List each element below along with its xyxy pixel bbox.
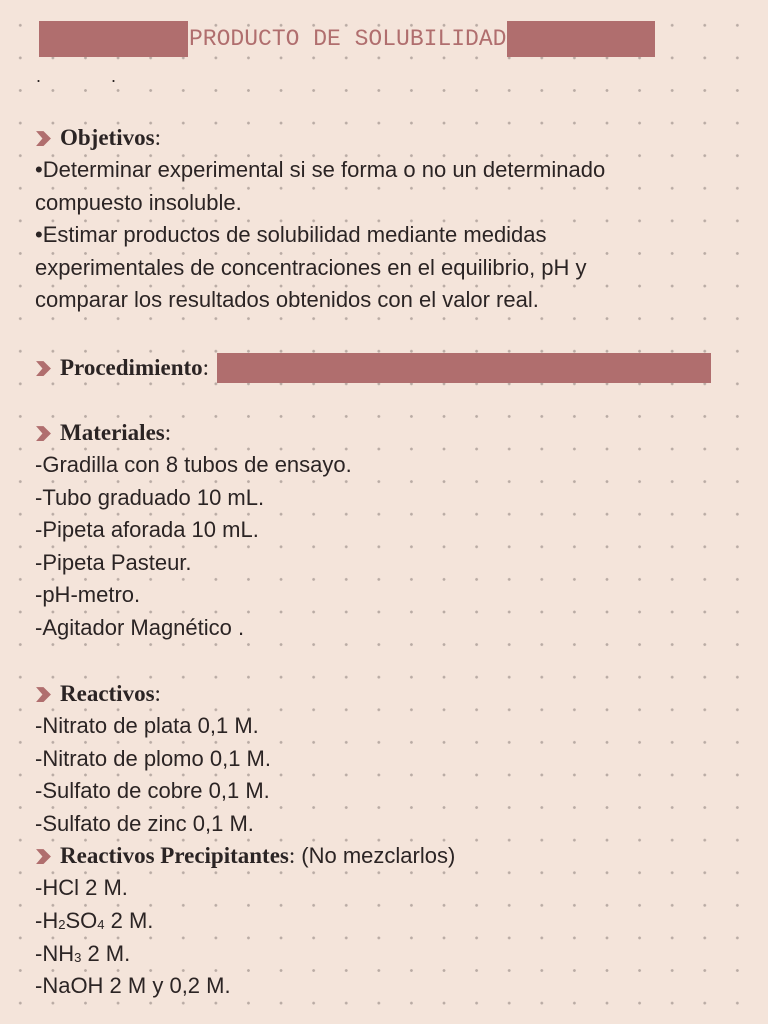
heading-reactivos xyxy=(35,678,738,710)
section-procedimiento xyxy=(35,352,738,384)
section-objetivos xyxy=(35,122,738,317)
formula-subscript: 3 xyxy=(74,949,82,965)
section-reactivos xyxy=(35,678,738,1003)
stray-marks: . . xyxy=(36,66,117,86)
precipitante-item: -HCl 2 M. xyxy=(35,875,128,901)
material-item: -Pipeta Pasteur. xyxy=(35,549,192,575)
arrow-bullet-icon xyxy=(35,130,52,147)
title-decoration-left xyxy=(39,21,188,57)
formula-part: 2 M. xyxy=(81,940,131,966)
reactivo-item: -Nitrato de plata 0,1 M. xyxy=(35,713,259,738)
objetivo-line: experimentales de concentraciones en el equilibrio, pH y xyxy=(35,254,587,280)
heading-note: (No mezclarlos) xyxy=(301,843,456,869)
arrow-bullet-icon xyxy=(35,425,52,442)
arrow-bullet-icon xyxy=(35,360,52,377)
formula-part: -H xyxy=(35,907,59,933)
reactivo-item: -Sulfato de cobre 0,1 M. xyxy=(35,778,270,804)
material-item: -Agitador Magnético . xyxy=(35,614,245,640)
formula-part: 2 M. xyxy=(104,907,154,933)
heading-materiales xyxy=(35,417,738,449)
objetivo-line: compuesto insoluble. xyxy=(35,189,242,215)
objetivo-line: comparar los resultados obtenidos con el valor real. xyxy=(35,287,539,313)
material-item: -Tubo graduado 10 mL. xyxy=(35,484,265,510)
heading-label: Materiales xyxy=(60,420,165,445)
objetivo-line: •Determinar experimental si se forma o no un determinado xyxy=(35,157,606,182)
heading-objetivos xyxy=(35,122,738,154)
title-banner xyxy=(39,20,729,58)
heading-colon: : xyxy=(164,420,172,445)
section-materiales xyxy=(35,417,738,645)
heading-label: Procedimiento xyxy=(60,355,203,380)
reactivo-item: -Sulfato de zinc 0,1 M. xyxy=(35,810,254,836)
heading-colon: : xyxy=(288,843,296,869)
heading-colon: : xyxy=(154,681,161,706)
material-item: -Pipeta aforada 10 mL. xyxy=(35,517,259,543)
heading-label: Objetivos xyxy=(60,125,155,150)
material-item: -Gradilla con 8 tubos de ensayo. xyxy=(35,452,352,477)
heading-label: Reactivos Precipitantes xyxy=(60,843,289,869)
heading-procedimiento xyxy=(35,352,738,384)
heading-colon: : xyxy=(202,355,210,380)
heading-reactivos-precipitantes xyxy=(35,840,738,872)
formula-part: SO xyxy=(65,907,98,933)
arrow-bullet-icon xyxy=(35,848,52,865)
page-title: PRODUCTO DE SOLUBILIDAD xyxy=(189,26,507,52)
title-decoration-right xyxy=(507,21,655,57)
formula-subscript: 2 xyxy=(58,916,66,932)
material-item: -pH-metro. xyxy=(35,582,141,608)
formula-subscript: 4 xyxy=(97,916,105,932)
heading-colon: : xyxy=(154,125,161,150)
reactivo-item: -Nitrato de plomo 0,1 M. xyxy=(35,745,271,771)
objetivo-line: •Estimar productos de solubilidad mediante medidas xyxy=(35,222,547,248)
heading-label: Reactivos xyxy=(60,681,155,706)
procedimiento-highlight-bar xyxy=(217,353,711,383)
precipitante-item: -NaOH 2 M y 0,2 M. xyxy=(35,973,231,999)
precipitante-item xyxy=(35,938,738,971)
arrow-bullet-icon xyxy=(35,686,52,703)
precipitante-item xyxy=(35,905,738,938)
formula-part: -NH xyxy=(35,940,75,966)
